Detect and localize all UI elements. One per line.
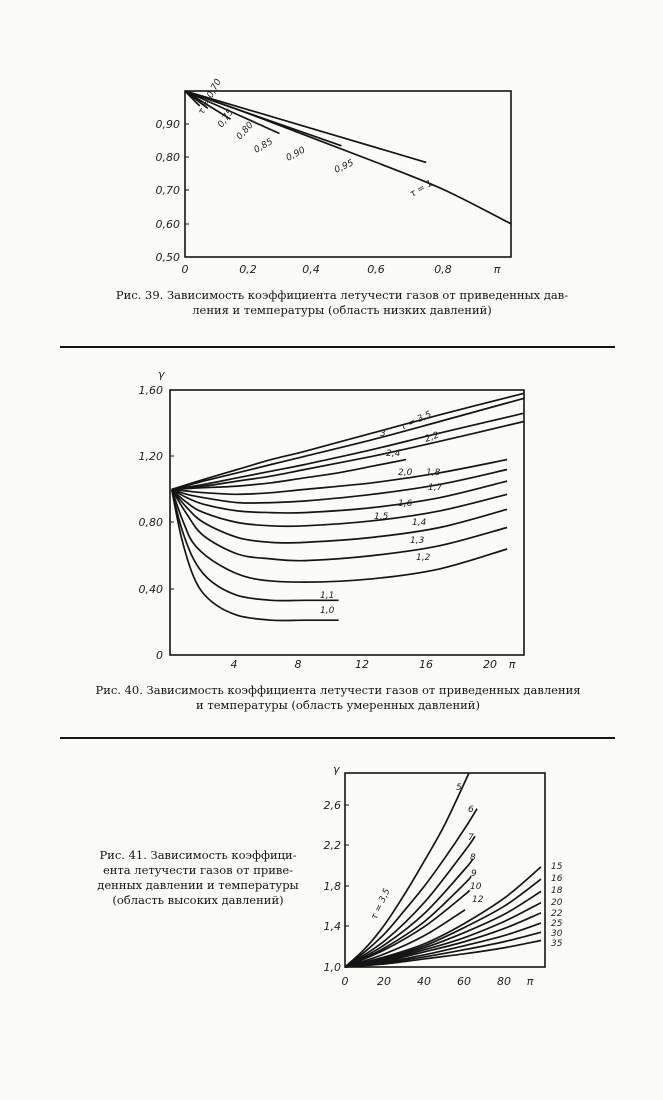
- fig41-curve-label: 9: [471, 869, 477, 879]
- fig39-caption-line-2: ления и температуры (область низких давлений): [192, 303, 492, 317]
- fig39-curve: [185, 91, 511, 224]
- fig40-y-tick-label: 0: [156, 649, 163, 662]
- fig40-curve-label: 2,4: [386, 449, 401, 459]
- fig40-curve-label: τ = 3,5: [399, 409, 434, 433]
- fig40-curve-label: 1,4: [412, 518, 427, 528]
- fig40-x-tick-label: 4: [230, 658, 238, 671]
- fig41-x-tick-label: 60: [457, 975, 471, 988]
- fig39-y-tick-label: 0,70: [155, 184, 180, 197]
- fig41-curve-label: 12: [472, 895, 484, 905]
- fig41-x-tick-label: 20: [377, 975, 391, 988]
- figure-40: [139, 368, 525, 671]
- fig40-y-tick-label: 0,80: [138, 516, 163, 529]
- fig41-x-tick-label: 80: [497, 975, 511, 988]
- fig41-caption-line-1: Рис. 41. Зависимость коэффици-: [99, 848, 297, 862]
- fig39-y-tick-label: 0,60: [155, 218, 180, 231]
- fig39-x-tick-label: 0,6: [367, 263, 385, 276]
- fig40-x-tick-label: 20: [483, 658, 497, 671]
- fig39-x-tick-label: 0,4: [302, 263, 320, 276]
- fig40-curve-label: 1,2: [416, 553, 431, 563]
- fig40-curve-label: 3: [380, 429, 386, 439]
- fig40-curve: [172, 393, 524, 489]
- fig41-y-tick-label: 1,4: [323, 920, 341, 933]
- fig40-caption: [88, 683, 588, 713]
- fig41-curve-label: 8: [470, 853, 476, 863]
- fig39-curve-label: 0,95: [333, 158, 356, 176]
- fig41-curve-label: 35: [551, 939, 563, 949]
- fig40-curve-label: 1,8: [426, 468, 441, 478]
- divider-2: [60, 737, 615, 739]
- fig39-y-tick-label: 0,50: [155, 251, 180, 264]
- fig39-y-tick-label: 0,80: [155, 151, 180, 164]
- fig41-caption-line-3: денных давлении и температуры: [97, 878, 299, 892]
- fig40-curve-label: 2,0: [398, 468, 413, 478]
- fig40-y-tick-label: 0,40: [138, 583, 163, 596]
- fig40-x-tick-label: 16: [419, 658, 433, 671]
- fig40-x-tick-label: 12: [355, 658, 369, 671]
- fig41-curve-label: 20: [551, 898, 563, 908]
- fig41-curve-label: 18: [551, 886, 563, 896]
- fig39-curve-label: 0,80: [234, 120, 256, 143]
- fig41-curve-label: 16: [551, 874, 563, 884]
- fig41-curve-label: 10: [470, 882, 482, 892]
- fig41-curve-label: 7: [468, 833, 474, 843]
- fig41-caption: [88, 848, 308, 908]
- fig40-curve-label: 1,5: [374, 512, 389, 522]
- fig41-y-tick-label: 1,8: [323, 880, 341, 893]
- fig39-curve-label: τ = 0,70: [196, 77, 224, 117]
- fig40-curve-label: 1,7: [428, 483, 443, 493]
- fig39-curve-label: 0,75: [216, 107, 236, 130]
- fig41-caption-line-2: ента летучести газов от приве-: [102, 863, 294, 877]
- fig41-x-tick-label: 0: [341, 975, 349, 988]
- figure-41: [324, 763, 563, 988]
- fig39-x-tick-label: 0,8: [434, 263, 452, 276]
- fig40-curve-label: 1,6: [398, 499, 413, 509]
- fig40-caption-line-2: и температуры (область умеренных давлений): [196, 698, 480, 712]
- fig41-curve-label: 22: [551, 909, 563, 919]
- fig39-caption-line-1: Рис. 39. Зависимость коэффициента летучести газов от приведенных дав-: [115, 288, 569, 302]
- fig41-curve: [345, 891, 541, 967]
- fig39-caption: [92, 288, 592, 318]
- fig40-y-tick-label: 1,60: [138, 384, 163, 397]
- fig40-curve: [172, 398, 524, 489]
- fig40-curve-label: 1,0: [320, 606, 335, 616]
- fig40-curve-label: 1,1: [320, 591, 335, 601]
- fig41-y-tick-label: 2,2: [323, 839, 341, 852]
- divider-1: [60, 346, 615, 348]
- fig39-x-tick-label: 0,2: [239, 263, 257, 276]
- figure-39: [156, 77, 512, 276]
- fig39-curve-label: 0,90: [284, 145, 308, 164]
- fig40-y-axis-label: γ: [158, 368, 165, 381]
- fig41-x-tick-label: π: [526, 975, 534, 988]
- fig41-y-axis-label: γ: [333, 763, 340, 776]
- fig41-curve-label: 5: [456, 783, 462, 793]
- fig40-curve-label: 1,3: [410, 536, 425, 546]
- fig40-curve: [172, 489, 507, 582]
- fig39-curve-label: τ = 1: [408, 178, 435, 200]
- fig40-x-tick-label: 8: [294, 658, 302, 671]
- fig41-caption-line-4: (область высоких давлений): [112, 893, 284, 907]
- fig40-caption-line-1: Рис. 40. Зависимость коэффициента летучести газов от приведенных давления: [95, 683, 581, 697]
- fig41-y-tick-label: 2,6: [323, 799, 341, 812]
- fig41-curve-label: 30: [551, 929, 563, 939]
- fig41-curve-label: 15: [551, 862, 563, 872]
- fig41-y-tick-label: 1,0: [323, 961, 341, 974]
- fig39-curve-label: 0,85: [252, 136, 275, 156]
- fig41-curve-label: τ = 3,5: [369, 887, 393, 922]
- fig41-x-tick-label: 40: [417, 975, 431, 988]
- fig39-x-tick-label: 0: [181, 263, 189, 276]
- fig39-y-tick-label: 0,90: [155, 118, 180, 131]
- fig40-x-tick-label: π: [508, 658, 516, 671]
- fig39-x-tick-label: π: [493, 263, 501, 276]
- fig40-y-tick-label: 1,20: [138, 450, 163, 463]
- fig41-curve-label: 6: [468, 805, 474, 815]
- fig40-curve-label: 2,2: [423, 430, 441, 445]
- fig41-curve-label: 25: [551, 919, 563, 929]
